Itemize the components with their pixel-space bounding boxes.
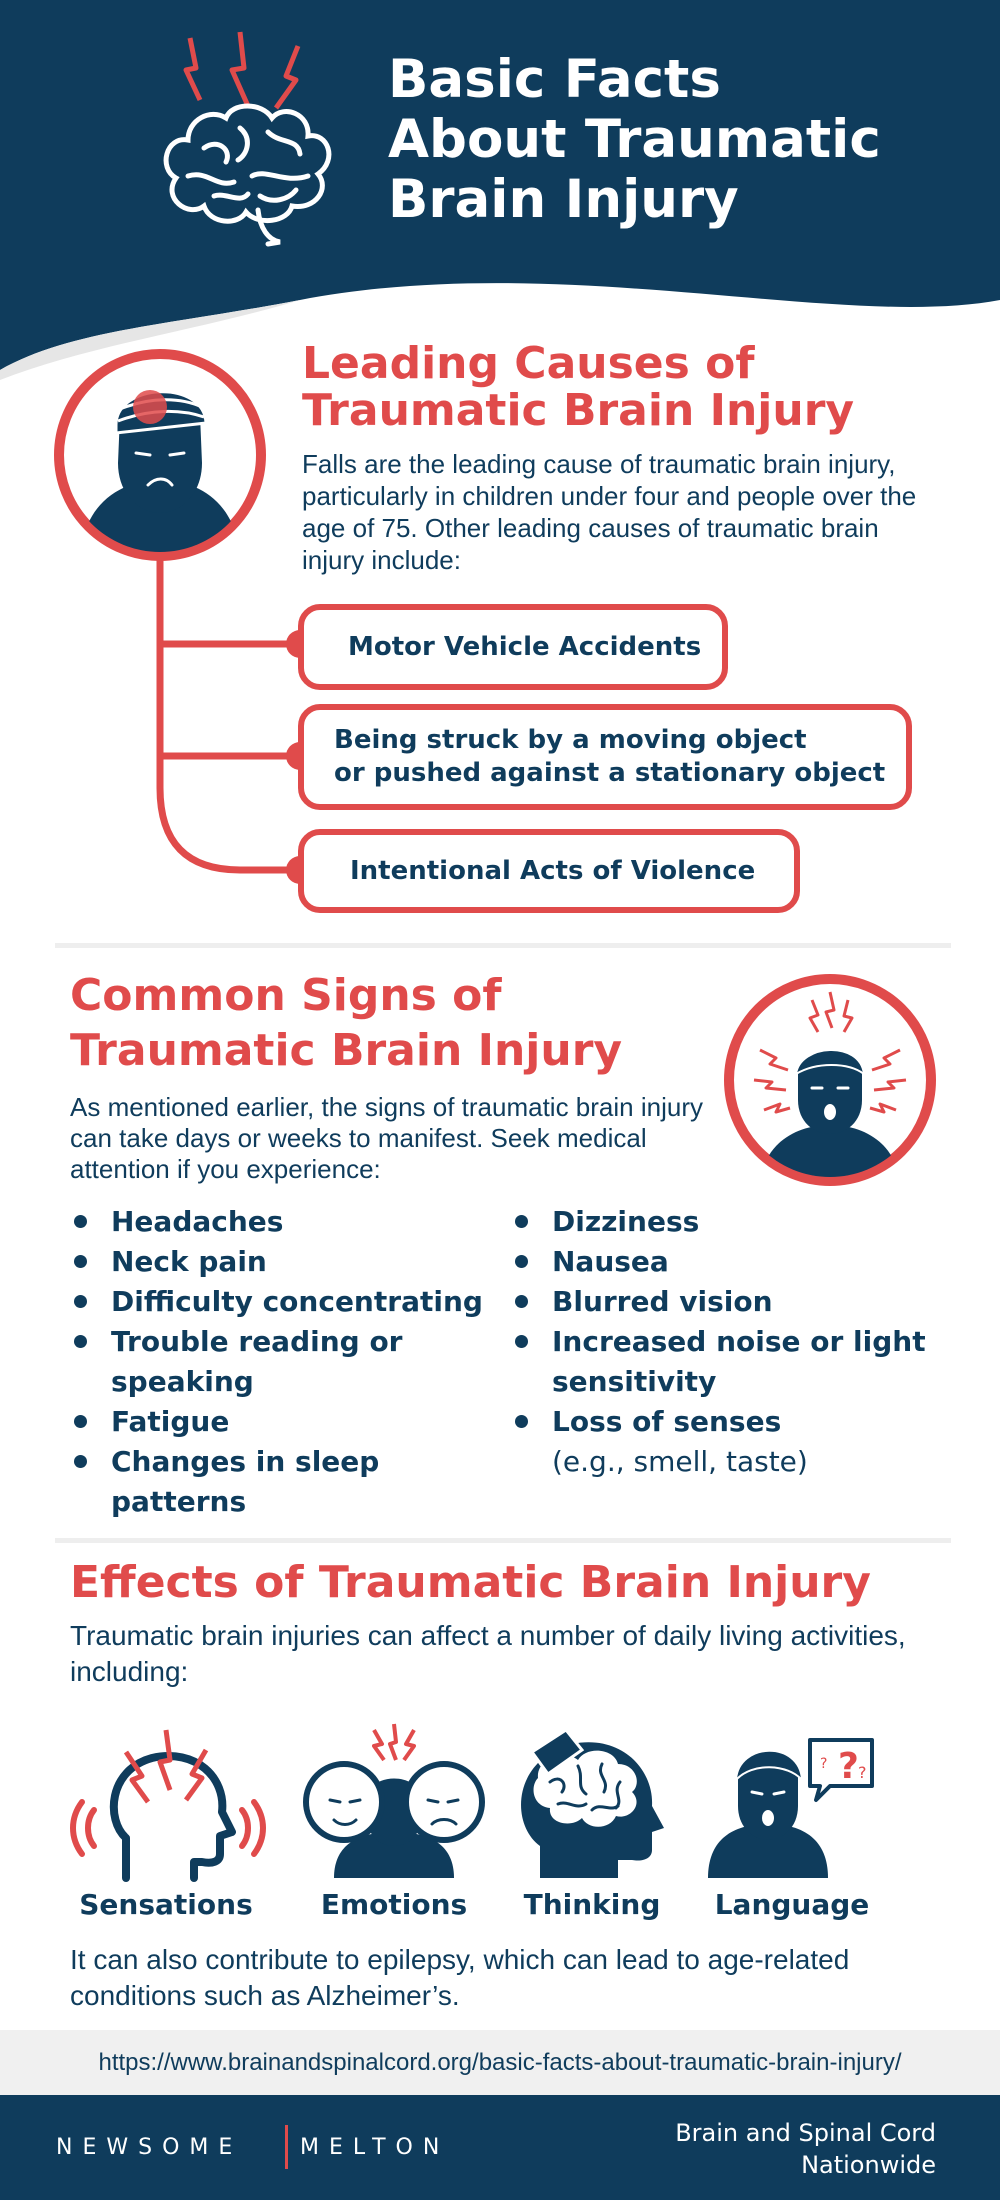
sign-item: Increased noise or light sensitivity [511,1322,961,1402]
effect-item-sensations [66,1720,266,1930]
effect-label: Sensations [79,1888,253,1921]
cause-item [298,829,800,913]
source-url-link[interactable]: https://www.brainandspinalcord.org/basic-facts-about-traumatic-brain-injury/ [98,2048,902,2076]
language-speech-bubble-icon [692,1720,892,1890]
cause-item-line: or pushed against a stationary object [334,758,886,788]
signs-list-right [511,1202,961,1482]
effect-label: Thinking [523,1888,661,1921]
injured-head-bandage-icon [50,345,270,565]
sensations-head-icon [66,1720,266,1890]
sign-item: Changes in sleep patterns [70,1442,500,1522]
section-divider [55,1538,951,1543]
brand-logo-divider [285,2125,288,2169]
footer-tagline-line: Nationwide [801,2151,936,2179]
effect-label: Language [714,1888,870,1921]
sign-item: Headaches [70,1202,500,1242]
sign-item: Dizziness [511,1202,961,1242]
page-title [388,50,948,230]
sign-item: Difficulty concentrating [70,1282,500,1322]
title-line: Brain Injury [388,169,739,230]
signs-intro: As mentioned earlier, the signs of traumatic brain injury can take days or weeks to manifest. Seek medical attention if you experience: [70,1092,703,1184]
title-line: Basic Facts [388,49,721,110]
sign-item: Blurred vision [511,1282,961,1322]
causes-intro: Falls are the leading cause of traumatic brain injury, particularly in children under four and people over the age of 75. Other leading causes of traumatic brain injury include: [302,449,917,575]
effect-label: Emotions [320,1888,468,1921]
svg-text:?: ? [838,1746,859,1787]
signs-title [70,968,710,1078]
sign-item-note: (e.g., smell, taste) [552,1445,808,1478]
cause-item-line: Being struck by a moving object [334,725,807,755]
cause-item [298,604,728,690]
title-line: About Traumatic [388,109,881,170]
sign-item: Neck pain [70,1242,500,1282]
brand-logo-left: NEWSOME [56,2135,243,2160]
emotions-faces-icon [294,1720,494,1890]
causes-title [302,340,962,434]
causes-title-line: Leading Causes of [302,338,755,389]
headache-person-icon [720,970,940,1190]
footer-tagline [616,2117,936,2181]
svg-text:?: ? [820,1756,828,1772]
cause-item-line: Motor Vehicle Accidents [348,631,702,662]
footer [0,2095,1000,2200]
sign-item: Nausea [511,1242,961,1282]
sign-item-text: Loss of senses [552,1405,782,1438]
effect-item-emotions [294,1720,494,1930]
signs-title-line: Common Signs of [70,970,502,1021]
signs-title-line: Traumatic Brain Injury [70,1025,623,1076]
section-divider [55,943,951,948]
signs-list-left [70,1202,500,1522]
brain-with-lightning-icon [148,28,348,248]
brand-logo-right: MELTON [300,2135,450,2160]
effect-item-language [692,1720,892,1930]
causes-title-line: Traumatic Brain Injury [302,385,855,436]
thinking-brain-head-icon [492,1720,692,1890]
source-url-bar [0,2030,1000,2095]
effects-outro: It can also contribute to epilepsy, which can lead to age-related conditions such as Alzheimer’s. [70,1944,850,2011]
effects-intro: Traumatic brain injuries can affect a number of daily living activities, including: [70,1620,906,1687]
sign-item: Trouble reading or speaking [70,1322,500,1402]
effects-title: Effects of Traumatic Brain Injury [70,1557,871,1608]
svg-text:?: ? [858,1763,867,1782]
cause-item [298,704,912,810]
effect-item-thinking [492,1720,692,1930]
footer-tagline-line: Brain and Spinal Cord [675,2119,936,2147]
cause-item-line: Intentional Acts of Violence [350,855,756,886]
sign-item: Fatigue [70,1402,500,1442]
sign-item [511,1402,961,1482]
